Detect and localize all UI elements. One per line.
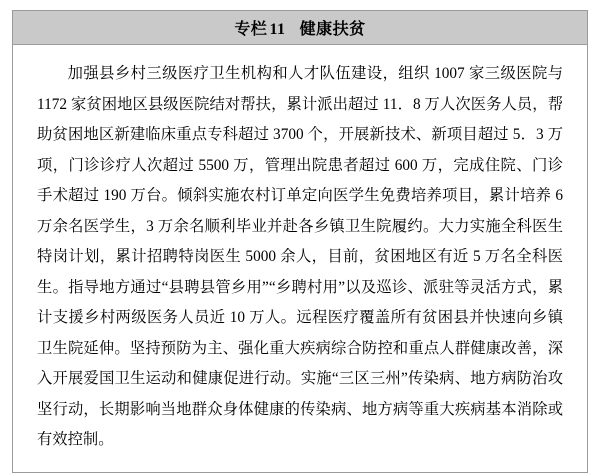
callout-label: 专栏 (234, 21, 268, 38)
callout-box-title (234, 16, 365, 39)
callout-number: 11 (269, 21, 286, 38)
callout-box-header (13, 11, 587, 45)
callout-box (12, 10, 588, 473)
callout-box-body (13, 45, 587, 472)
callout-paragraph: 加强县乡村三级医疗卫生机构和人才队伍建设，组织 1007 家三级医院与 1172 家贫困地区县级医院结对帮扶，累计派出超过 11．8 万人次医务人员，帮助贫困地区新建临床重点专科超过 3700 个，开展新技术、新项目超过 5．3 万项，门诊诊疗人次超过 5500 万，管理出院患者超过 600 万，完成住院、门诊手术超过 190 万台。倾斜实施农村订单定向医学生免费培养项目，累计培养 6 万余名医学生，3 万余名顺利毕业并赴各乡镇卫生院履约。大力实施全科医生特岗计划，累计招聘特岗医生 5000 余人，目前，贫困地区有近 5 万名全科医生。指导地方通过“县聘县管乡用”“乡聘村用”以及巡诊、派驻等灵活方式，累计支援乡村两级医务人员近 10 万人。远程医疗覆盖所有贫困县并快速向乡镇卫生院延伸。坚持预防为主、强化重大疾病综合防控和重点人群健康改善，深入开展爱国卫生运动和健康促进行动。实施“三区三州”传染病、地方病防治攻坚行动，长期影响当地群众身体健康的传染病、地方病等重大疾病基本消除或有效控制。 (37, 65, 563, 448)
callout-heading: 健康扶贫 (299, 21, 366, 38)
